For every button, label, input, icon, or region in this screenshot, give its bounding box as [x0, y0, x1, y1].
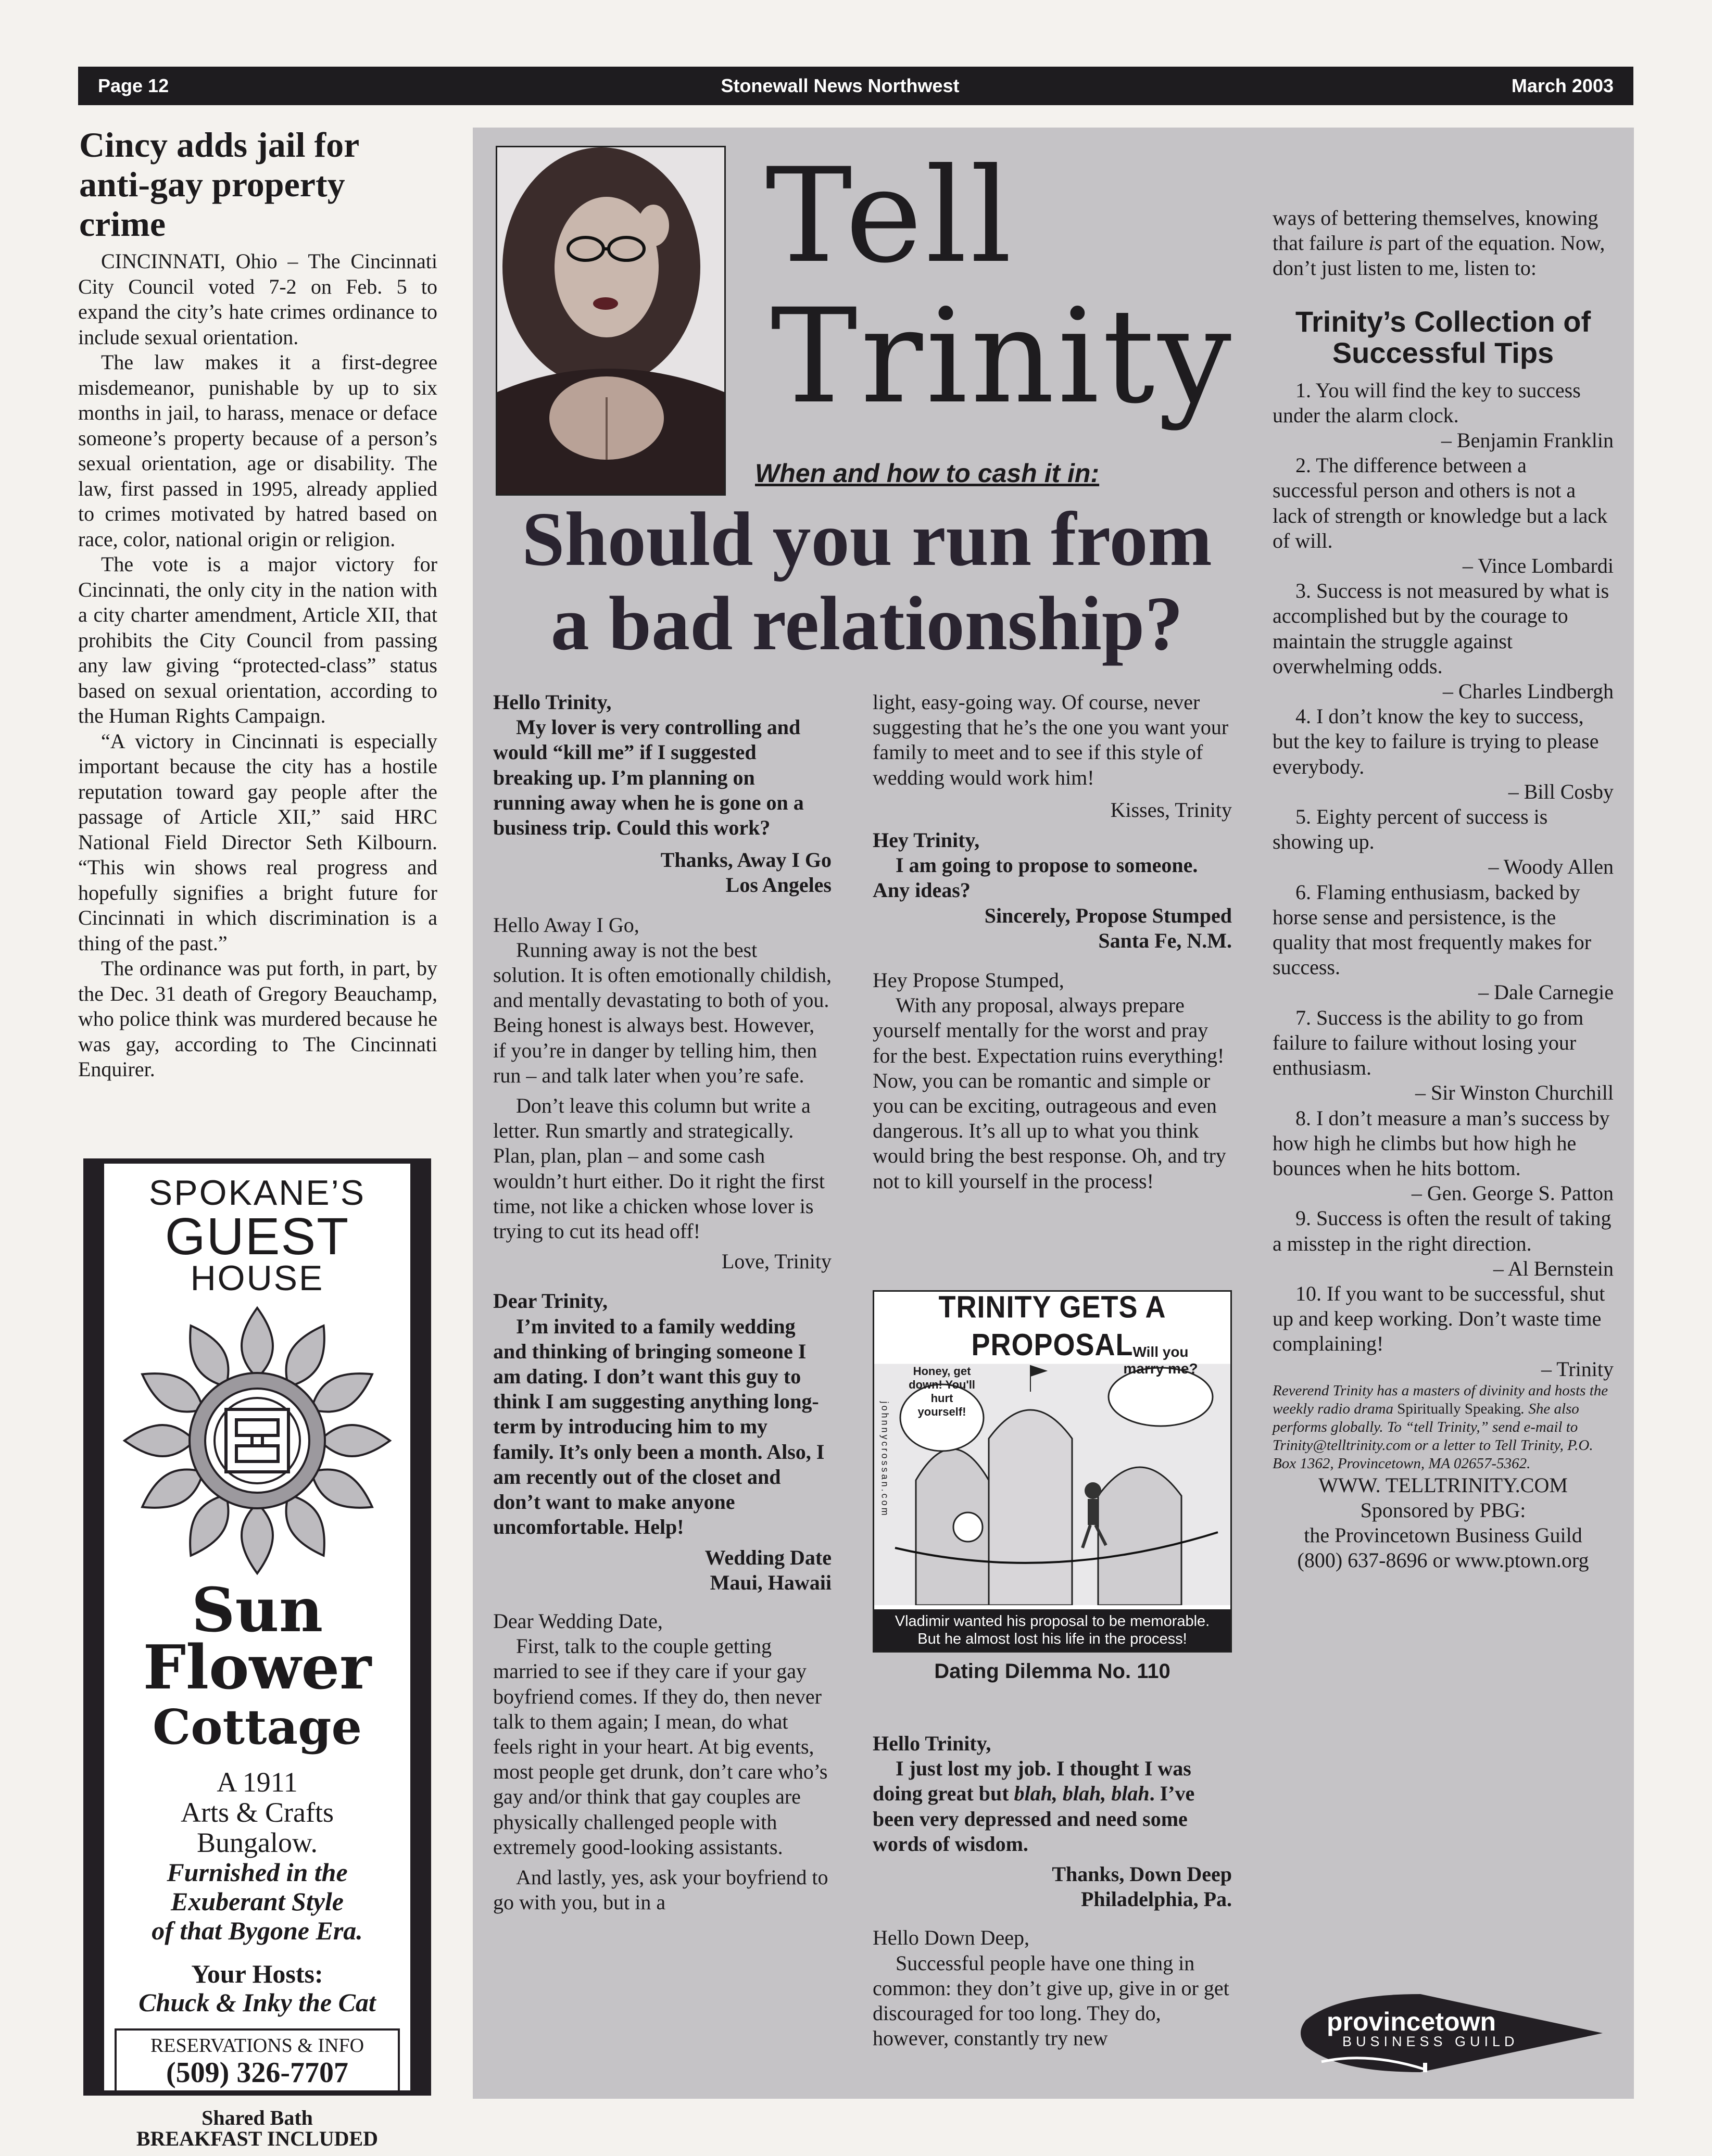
ad-phone: (509) 326-7707 — [166, 2057, 348, 2089]
news-article — [78, 121, 437, 1082]
ad-footer: BREAKFAST INCLUDED — [136, 2127, 379, 2150]
column-title-trinity: Trinity — [771, 281, 1235, 432]
advice-column-3 — [1273, 206, 1614, 1573]
ad-line: GUEST — [165, 1207, 350, 1266]
reply-signature: Kisses, Trinity — [1110, 798, 1232, 822]
ad-line: HOUSE — [190, 1258, 324, 1298]
ad-tagline: Furnished in the — [167, 1858, 348, 1887]
cartoon-credit: johnnycrossan.com — [879, 1401, 890, 1518]
letter-greeting: Dear Trinity, — [493, 1289, 608, 1313]
bio-part: Reverend Trinity has a masters of divinity and hosts the weekly radio drama — [1273, 1382, 1608, 1417]
ad-desc: A 1911 — [217, 1767, 298, 1798]
cartoon-speech-left: Honey, get down! You'll hurt yourself! — [909, 1365, 975, 1418]
cartoon-caption-line: Vladimir wanted his proposal to be memorable. — [895, 1613, 1210, 1630]
letter-greeting: Hello Trinity, — [873, 1732, 991, 1755]
tip-author: – Dale Carnegie — [1478, 980, 1614, 1004]
tip-text: 8. I don’t measure a man’s success by how high he climbs but how high he bounces when he hits bottom. — [1273, 1106, 1610, 1180]
tip-text: 3. Success is not measured by what is accomplished but by the courage to maintain the struggle against overwhelming odds. — [1273, 579, 1609, 678]
letter-text-emphasis: blah, blah, blah — [1014, 1782, 1150, 1806]
column-kicker: When and how to cash it in: — [755, 459, 1100, 488]
reply-text: Don’t leave this column but write a letter. Run smartly and strategically. Plan, plan, plan – and some cash wouldn’t hurt either. Do it right the first time, not like a chicken whose lover is trying to cut its head off! — [493, 1094, 825, 1243]
letter-text: My lover is very controlling and would “kill me” if I suggested breaking up. I’m planning on running away when he is gone on a business trip. Could this work? — [493, 715, 804, 840]
letter-text — [873, 1756, 1232, 1857]
sponsor-line: Sponsored by PBG: — [1360, 1498, 1526, 1522]
ad-hosts-names: Chuck & Inky the Cat — [139, 1988, 376, 2017]
reply-text — [1273, 206, 1614, 281]
article-paragraph: CINCINNATI, Ohio – The Cincinnati City Council voted 7-2 on Feb. 5 to expand the city’s hate crimes ordinance to include sexual orientation. — [78, 249, 437, 349]
column-title-tell: Tell — [765, 140, 1015, 292]
tip-author: – Vince Lombardi — [1462, 554, 1614, 578]
tip-text: 2. The difference between a successful person and others is not a lack of strength or knowledge but a lack of will. — [1273, 453, 1608, 552]
reply-text: And lastly, yes, ask your boyfriend to go with you, but in a — [493, 1865, 828, 1914]
letter-greeting: Hello Trinity, — [493, 690, 612, 714]
letter-signature: Wedding Date — [704, 1545, 832, 1569]
provincetown-business-guild-logo — [1290, 1984, 1613, 2083]
letter-location: Santa Fe, N.M. — [1098, 928, 1232, 952]
guest-house-ad — [83, 1158, 431, 2150]
tip-author: – Sir Winston Churchill — [1415, 1081, 1614, 1105]
letter-location: Maui, Hawaii — [710, 1570, 832, 1594]
article-paragraph: The vote is a major victory for Cincinnati, the only city in the nation with a city charter amendment, Article XII, that prohibits the City Council from passing any law giving “protected-class” status based on sexual orientation, according to the Human Rights Campaign. — [78, 552, 437, 727]
column-headline: Should you run from a bad relationship? — [522, 497, 1212, 666]
cartoon-caption — [874, 1609, 1230, 1651]
letter-location: Philadelphia, Pa. — [1080, 1887, 1232, 1911]
sunflower-icon — [117, 1300, 398, 1581]
page-number: Page 12 — [98, 75, 169, 96]
letter-text-part: I just lost my job. I thought I was doing great but — [873, 1757, 1191, 1806]
issue-date: March 2003 — [1511, 75, 1614, 96]
ad-footer: Shared Bath — [202, 2106, 313, 2129]
letter-text-part: . I’ve been very depressed and need some words of wisdom. — [873, 1782, 1195, 1856]
cartoon-label: Dating Dilemma No. 110 — [934, 1660, 1170, 1683]
ad-tagline: of that Bygone Era. — [152, 1916, 363, 1945]
letter-signature: Thanks, Down Deep — [1052, 1862, 1232, 1886]
tip-author: – Charles Lindbergh — [1442, 679, 1614, 703]
ad-hosts-label: Your Hosts: — [191, 1959, 323, 1988]
reply-text-emphasis: is — [1368, 231, 1383, 255]
tip-text: 5. Eighty percent of success is showing up. — [1273, 805, 1548, 854]
ad-reservations-label: RESERVATIONS & INFO — [150, 2035, 364, 2057]
letter-signature: Thanks, Away I Go — [660, 848, 832, 872]
reply-text-part: part of the equation. Now, don’t just listen to me, listen to: — [1273, 231, 1605, 280]
page-header-bar — [78, 67, 1633, 105]
article-headline: Cincy adds jail for anti-gay property crime — [79, 125, 359, 244]
sponsor-contact: (800) 637-8696 or www.ptown.org — [1297, 1548, 1589, 1572]
advice-column-2 — [873, 690, 1232, 1194]
ad-desc: Arts & Crafts — [181, 1797, 334, 1828]
cartoon-title: TRINITY GETS A PROPOSAL — [874, 1290, 1230, 1364]
tip-author: – Woody Allen — [1488, 855, 1614, 879]
reply-text-part: ways of bettering themselves, knowing that failure — [1273, 206, 1598, 255]
ad-name: Sun — [191, 1575, 323, 1646]
reply-greeting: Dear Wedding Date, — [493, 1609, 663, 1633]
publication-name: Stonewall News Northwest — [721, 75, 960, 96]
ad-reservations-box — [115, 2028, 400, 2094]
bio-part: . She also performs globally. To “tell Trinity,” send e-mail to Trinity@telltrinity.com or a letter to Tell Trinity, P.O. Box 1362, Provincetown, MA 02657-5362. — [1273, 1400, 1593, 1472]
columnist-bio — [1273, 1382, 1614, 1473]
ad-name: Cottage — [152, 1699, 362, 1755]
reply-text: Successful people have one thing in common: they don’t give up, give in or get discouraged for too long. They do, however, constantly try new — [873, 1951, 1229, 2050]
letter-location: Los Angeles — [725, 873, 832, 897]
logo-main-text: provincetown — [1327, 2007, 1496, 2036]
tip-text: 6. Flaming enthusiasm, backed by horse sense and persistence, is the quality that most frequently makes for success. — [1273, 880, 1592, 979]
tip-text: 1. You will find the key to success under the alarm clock. — [1273, 378, 1581, 427]
advice-column-2-bottom — [873, 1731, 1232, 2051]
tip-text: 9. Success is often the result of taking a misstep in the right direction. — [1273, 1206, 1612, 1255]
website-link[interactable]: WWW. TELLTRINITY.COM — [1318, 1473, 1568, 1497]
ad-name: Flower — [143, 1632, 372, 1703]
tips-heading: Trinity’s Collection of Successful Tips — [1295, 305, 1591, 369]
reply-signature: Love, Trinity — [721, 1250, 832, 1274]
reply-text: light, easy-going way. Of course, never suggesting that he’s the one you want your family to meet and to see if this style of wedding would work him! — [873, 690, 1229, 789]
reply-greeting: Hey Propose Stumped, — [873, 968, 1064, 992]
ad-desc: Bungalow. — [197, 1827, 318, 1858]
tip-author: – Gen. George S. Patton — [1411, 1181, 1614, 1205]
tip-text: 4. I don’t know the key to success, but the key to failure is trying to please everybody. — [1273, 704, 1599, 778]
letter-signature: Sincerely, Propose Stumped — [984, 903, 1232, 927]
cartoon-caption-line: But he almost lost his life in the process! — [917, 1631, 1187, 1647]
reply-text: With any proposal, always prepare yourself mentally for the worst and pray for the best. Expectation ruins everything! Now, you can be romantic and simple or you can be exciting, outrageous and even dangerous. It’s all up to what you think would bring the best response. Oh, and try not to kill yourself in the process! — [873, 993, 1226, 1193]
tips-list — [1273, 378, 1614, 1382]
logo-sub-text: BUSINESS GUILD — [1342, 2034, 1519, 2049]
tip-text: 10. If you want to be successful, shut up and keep working. Don’t waste time complaining! — [1273, 1281, 1605, 1356]
article-paragraph: “A victory in Cincinnati is especially important because the city has a hostile reputation toward gay people after the passage of Article XII,” said HRC National Field Director Seth Kilbourn. “This win shows real progress and hopefully signifies a bright future for Cincinnati in which discrimination is a thing of the past.” — [78, 729, 437, 955]
reply-text: First, talk to the couple getting married to see if they care if your gay boyfriend comes. If they do, then never talk to them again; I mean, do what feels right in your heart. At big events, most people get drunk, don’t care who’s gay and/or think that gay couples are physically challenged people with extremely good-looking assistants. — [493, 1634, 828, 1859]
bio-show-name: Spiritually Speaking — [1397, 1400, 1521, 1417]
tip-author: – Trinity — [1541, 1357, 1614, 1381]
letter-text: I’m invited to a family wedding and thinking of bringing someone I am dating. I don’t want this guy to think I am suggesting anything long-term by introducing him to my family. It’s only been a month. Also, I am recently out of the closet and don’t want to make anyone uncomfortable. Help! — [493, 1314, 825, 1539]
reply-text: Running away is not the best solution. It is often emotionally childish, and mentally devastating to both of you. Being honest is always best. However, if you’re in danger by telling him, then run – and talk later when you’re safe. — [493, 938, 832, 1087]
letter-greeting: Hey Trinity, — [873, 828, 980, 852]
tip-text: 7. Success is the ability to go from failure to failure without losing your enthusiasm. — [1273, 1005, 1584, 1080]
ad-tagline: Exuberant Style — [171, 1887, 344, 1916]
advice-column-1 — [493, 690, 832, 1915]
cartoon-panel — [873, 1290, 1232, 1653]
tip-author: – Bill Cosby — [1508, 779, 1614, 803]
article-paragraph: The ordinance was put forth, in part, by the Dec. 31 death of Gregory Beauchamp, who police think was murdered because he was gay, according to The Cincinnati Enquirer. — [78, 956, 437, 1081]
article-paragraph: The law makes it a first-degree misdemeanor, punishable by up to six months in jail, to harass, menace or deface someone’s property because of a person’s sexual orientation, age or disability. The law, first passed in 1995, already applied to crimes motivated by hatred based on race, color, national origin or religion. — [78, 350, 437, 551]
reply-greeting: Hello Away I Go, — [493, 913, 639, 937]
cartoon-speech-right: Will you marry me? — [1123, 1344, 1198, 1377]
tip-author: – Al Bernstein — [1493, 1256, 1614, 1280]
portrait-image — [497, 147, 724, 494]
ad-line: SPOKANE’S — [148, 1173, 366, 1213]
article-body — [78, 249, 437, 1082]
sponsor-line: the Provincetown Business Guild — [1304, 1523, 1582, 1547]
tip-author: – Benjamin Franklin — [1441, 428, 1614, 452]
letter-text: I am going to propose to someone. Any ideas? — [873, 853, 1198, 902]
columnist-photo — [496, 146, 726, 496]
reply-greeting: Hello Down Deep, — [873, 1926, 1030, 1950]
